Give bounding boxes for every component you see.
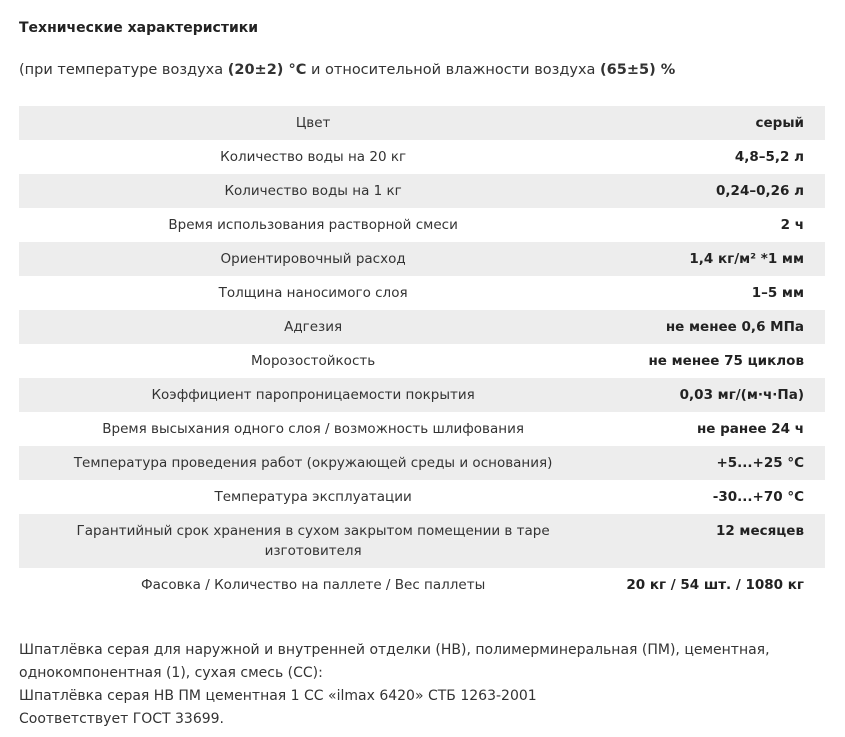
param-value: 0,03 мг/(м·ч·Па) <box>607 378 825 412</box>
param-value: не ранее 24 ч <box>696 421 804 437</box>
table-row <box>19 310 825 344</box>
conditions-humidity: (65±5) % <box>600 62 676 78</box>
test-conditions <box>19 62 675 78</box>
table-row <box>19 242 825 276</box>
param-value: 0,24–0,26 л <box>607 174 825 208</box>
table-row <box>19 514 825 568</box>
param-value: 12 месяцев <box>607 514 825 568</box>
specs-table <box>19 106 825 602</box>
conditions-prefix: (при температуре воздуха <box>19 62 228 78</box>
param-value: серый <box>607 106 825 140</box>
param-value: не менее 75 циклов <box>648 353 804 369</box>
param-name: Коэффициент паропроницаемости покрытия <box>19 378 607 412</box>
param-value: +5...+25 °C <box>607 446 825 480</box>
conditions-temperature: (20±2) °C <box>227 62 307 78</box>
table-row <box>19 208 825 242</box>
table-row <box>19 276 825 310</box>
param-value: 2 ч <box>780 217 804 233</box>
param-value: 4,8–5,2 л <box>734 149 804 165</box>
table-row <box>19 568 825 602</box>
param-name: Адгезия <box>19 310 607 344</box>
table-row <box>19 378 825 412</box>
table-row <box>19 480 825 514</box>
table-row <box>19 412 825 446</box>
table-row <box>19 106 825 140</box>
param-name: Количество воды на 1 кг <box>19 174 607 208</box>
table-row <box>19 446 825 480</box>
param-name: Толщина наносимого слоя <box>218 285 408 301</box>
section-title: Технические характеристики <box>19 20 259 36</box>
table-row <box>19 140 825 174</box>
param-name: Морозостойкость <box>251 353 376 369</box>
description-line: Шпатлёвка серая для наружной и внутренней отделки (НВ), полимерминеральная (ПМ), цементная, однокомпонентная (1), сухая смесь (СС): <box>19 642 770 681</box>
param-name: Фасовка / Количество на паллете / Вес паллеты <box>141 577 486 593</box>
table-row <box>19 174 825 208</box>
description-line: Соответствует ГОСТ 33699. <box>19 711 225 727</box>
description-line: Шпатлёвка серая НВ ПМ цементная 1 СС «ilmax 6420» СТБ 1263-2001 <box>19 688 537 704</box>
conditions-middle: и относительной влажности воздуха <box>306 62 601 78</box>
param-name: Гарантийный срок хранения в сухом закрытом помещении в таре изготовителя <box>19 514 607 568</box>
table-row <box>19 344 825 378</box>
param-name: Время использования растворной смеси <box>168 217 458 233</box>
param-name: Цвет <box>19 106 607 140</box>
param-name: Ориентировочный расход <box>19 242 607 276</box>
product-description <box>19 639 819 731</box>
param-name: Температура эксплуатации <box>214 489 412 505</box>
param-value: 20 кг / 54 шт. / 1080 кг <box>626 577 804 593</box>
param-name: Температура проведения работ (окружающей среды и основания) <box>19 446 607 480</box>
param-value: 1,4 кг/м² *1 мм <box>607 242 825 276</box>
param-name: Время высыхания одного слоя / возможность шлифования <box>102 421 524 437</box>
param-value: -30...+70 °C <box>712 489 804 505</box>
param-name: Количество воды на 20 кг <box>220 149 407 165</box>
param-value: 1–5 мм <box>751 285 804 301</box>
param-value: не менее 0,6 МПа <box>607 310 825 344</box>
